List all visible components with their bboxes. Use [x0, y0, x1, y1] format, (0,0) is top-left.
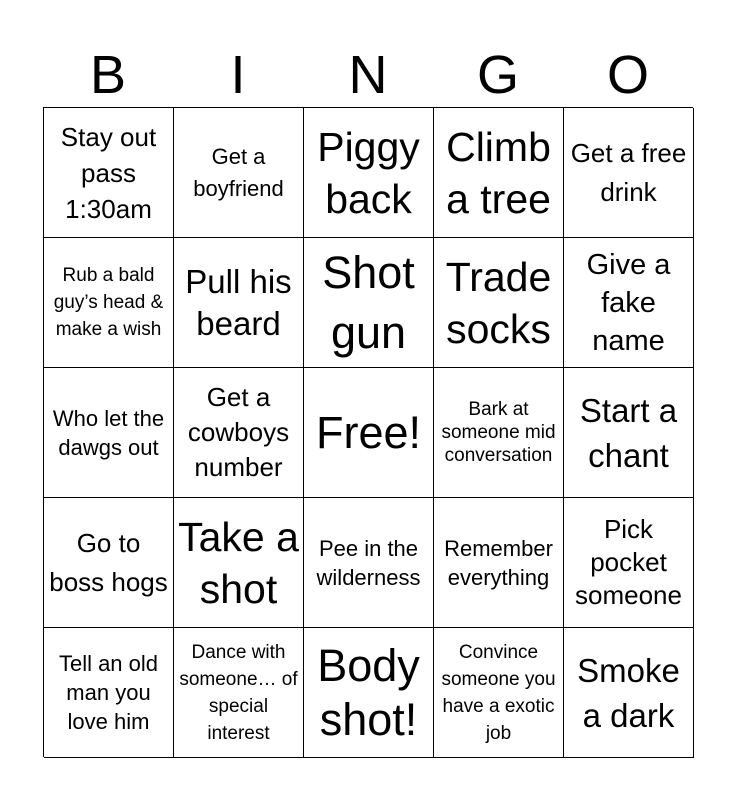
bingo-cell-text: Pull his beard — [185, 262, 292, 342]
bingo-board — [43, 107, 693, 757]
bingo-cell-r4-c2[interactable] — [174, 498, 304, 628]
bingo-cell-r3-c5[interactable] — [564, 368, 694, 498]
header-letter-i: I — [230, 45, 246, 105]
bingo-cell-text: Dance with someone… of special interest — [179, 641, 298, 744]
bingo-cell-text: Start a chant — [579, 391, 678, 474]
bingo-cell-text: Stay out pass 1:30am — [60, 121, 157, 224]
bingo-cell-r1-c2[interactable] — [174, 108, 304, 238]
bingo-cell-text: Get a free drink — [570, 137, 687, 207]
bingo-cell-r1-c5[interactable] — [564, 108, 694, 238]
header-letter-o: O — [606, 45, 649, 105]
bingo-cell-r2-c1[interactable] — [44, 238, 174, 368]
bingo-cell-text: Pick pocket someone — [575, 514, 682, 610]
bingo-cell-r1-c4[interactable] — [434, 108, 564, 238]
bingo-cell-r4-c5[interactable] — [564, 498, 694, 628]
header-letter-b: B — [89, 45, 127, 105]
bingo-cell-r3-c1[interactable] — [44, 368, 174, 498]
bingo-cell-text: Free! — [315, 406, 422, 458]
bingo-cell-r3-c3[interactable] — [304, 368, 434, 498]
bingo-cell-text: Give a fake name — [586, 248, 671, 357]
bingo-cell-text: Rub a bald guy’s head & make a wish — [53, 265, 164, 340]
bingo-cell-r3-c4[interactable] — [434, 368, 564, 498]
bingo-cell-text: Body shot! — [317, 639, 420, 745]
bingo-cell-text: Climb a tree — [446, 123, 551, 222]
bingo-cell-text: Take a shot — [178, 513, 299, 612]
bingo-cell-text: Piggy back — [317, 123, 420, 222]
bingo-cell-r4-c3[interactable] — [304, 498, 434, 628]
bingo-cell-text: Remember everything — [444, 535, 553, 590]
header-letter-g: G — [476, 45, 519, 105]
bingo-cell-text: Go to boss hogs — [49, 527, 168, 597]
bingo-cell-text: Who let the dawgs out — [52, 405, 165, 460]
bingo-cell-text: Tell an old man you love him — [58, 651, 159, 734]
bingo-cell-text: Bark at someone mid conversation — [441, 399, 556, 466]
bingo-cell-r2-c5[interactable] — [564, 238, 694, 368]
bingo-cell-r2-c4[interactable] — [434, 238, 564, 368]
bingo-cell-r3-c2[interactable] — [174, 368, 304, 498]
bingo-cell-text: Smoke a dark — [577, 651, 680, 734]
bingo-cell-r5-c3[interactable] — [304, 628, 434, 758]
bingo-cell-text: Get a cowboys number — [187, 382, 290, 482]
bingo-cell-text: Convince someone you have a exotic job — [441, 641, 556, 744]
bingo-cell-text: Get a boyfriend — [193, 143, 284, 201]
bingo-header — [43, 44, 693, 106]
bingo-cell-r5-c5[interactable] — [564, 628, 694, 758]
bingo-cell-r2-c3[interactable] — [304, 238, 434, 368]
bingo-cell-r2-c2[interactable] — [174, 238, 304, 368]
bingo-cell-text: Trade socks — [445, 253, 552, 352]
bingo-cell-r4-c1[interactable] — [44, 498, 174, 628]
bingo-cell-r5-c4[interactable] — [434, 628, 564, 758]
bingo-cell-r5-c1[interactable] — [44, 628, 174, 758]
bingo-cell-text: Shot gun — [322, 246, 415, 358]
bingo-cell-r1-c3[interactable] — [304, 108, 434, 238]
header-letter-n: N — [348, 45, 388, 105]
bingo-cell-r1-c1[interactable] — [44, 108, 174, 238]
bingo-cell-r5-c2[interactable] — [174, 628, 304, 758]
bingo-cell-text: Pee in the wilderness — [316, 535, 421, 590]
bingo-cell-r4-c4[interactable] — [434, 498, 564, 628]
